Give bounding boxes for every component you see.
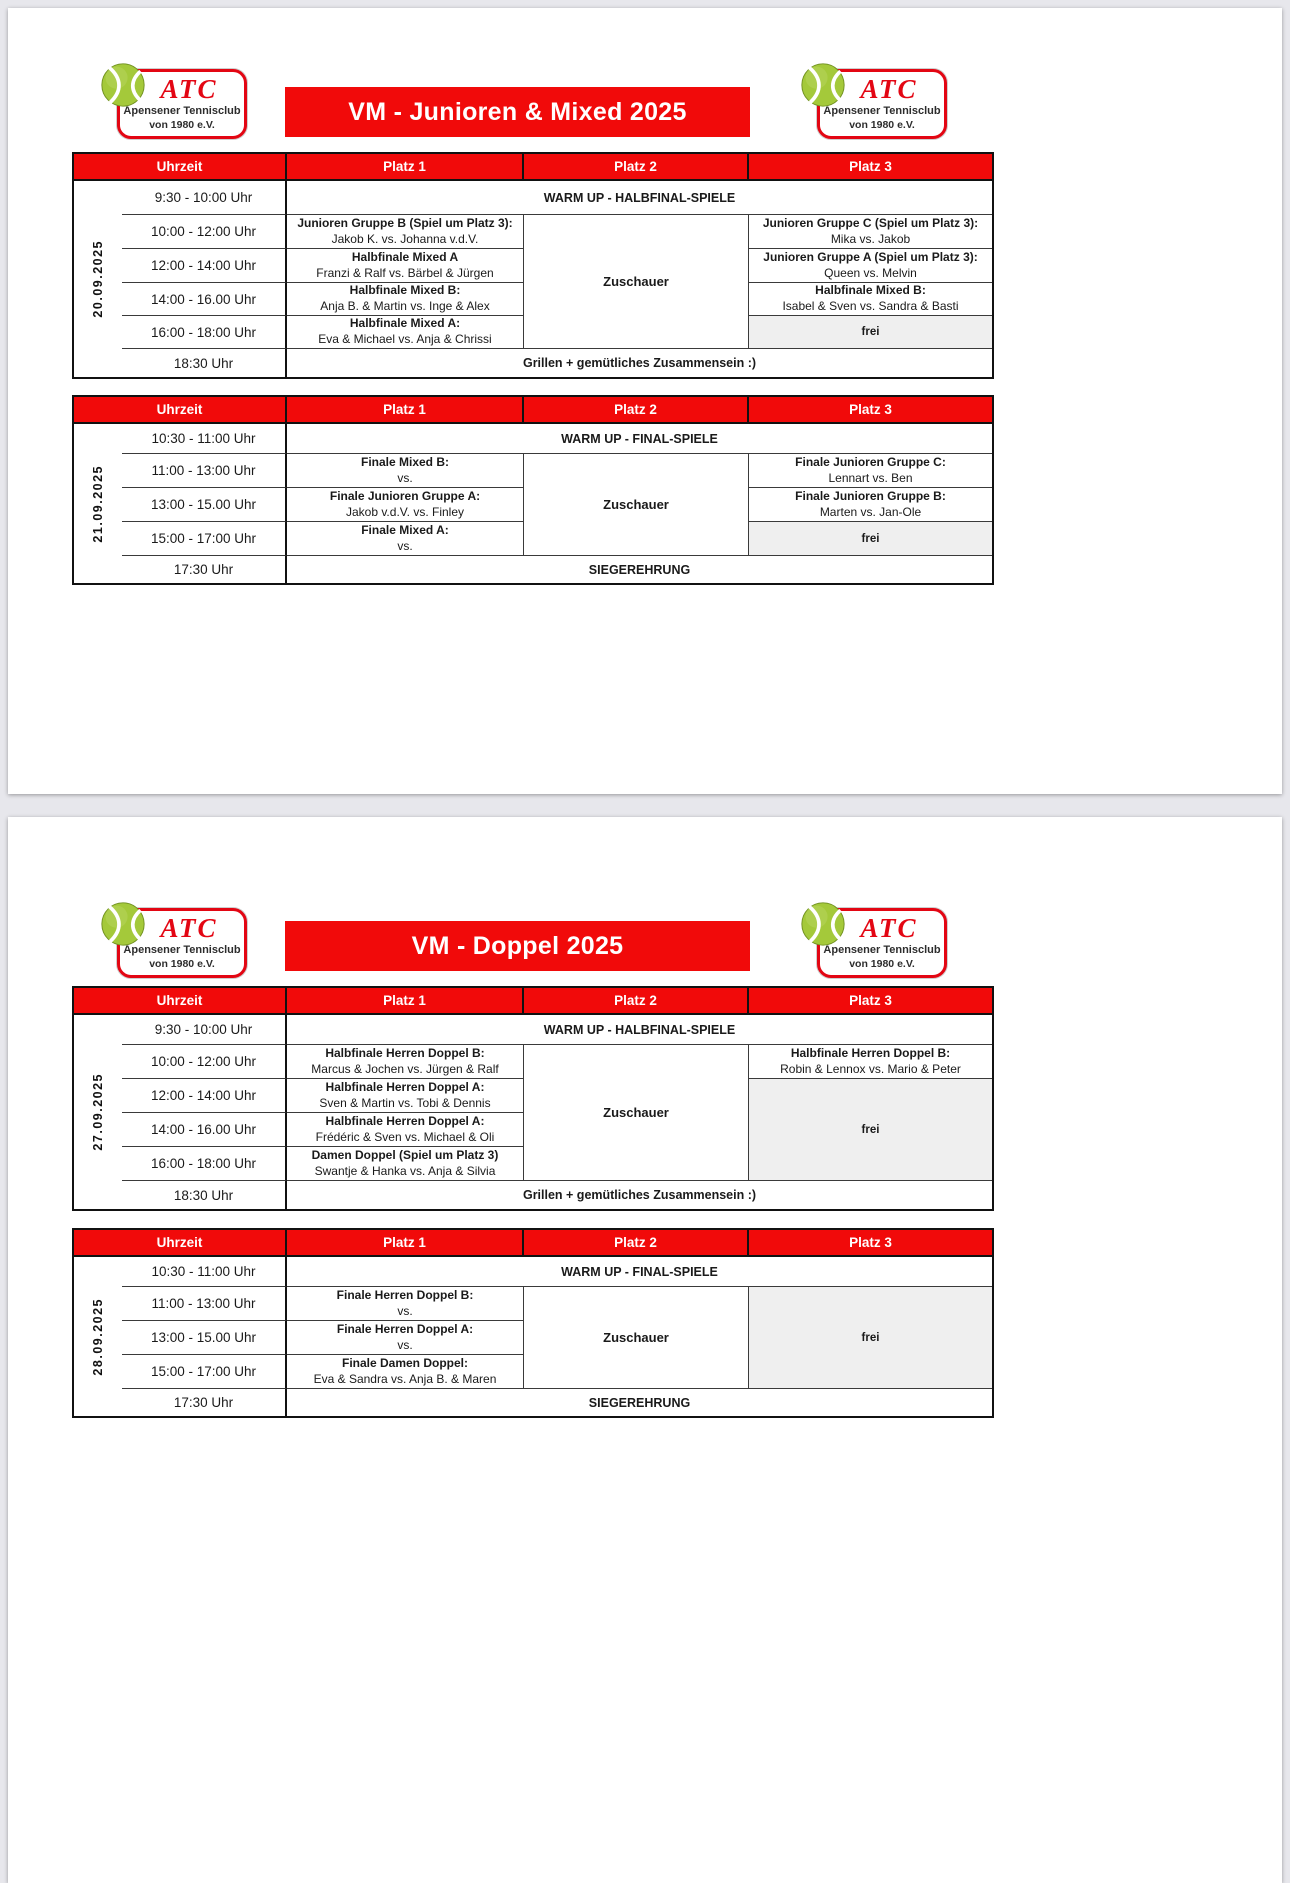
- col-header-uhrzeit: Uhrzeit: [74, 154, 287, 181]
- match-cell: [287, 1321, 524, 1355]
- match-cell: [287, 1287, 524, 1321]
- closing-cell: SIEGEREHRUNG: [588, 562, 691, 577]
- page-title-banner: [285, 921, 750, 971]
- match-title: Junioren Gruppe A (Spiel um Platz 3):: [763, 249, 978, 264]
- date-cell: [74, 1015, 122, 1209]
- frei-cell: frei: [749, 1287, 992, 1389]
- match-teams: Sven & Martin vs. Tobi & Dennis: [319, 1095, 491, 1110]
- time-cell: 16:00 - 18:00 Uhr: [122, 316, 287, 349]
- match-cell: [287, 1079, 524, 1113]
- match-title: Finale Herren Doppel B:: [336, 1287, 474, 1302]
- page-title: VM - Doppel 2025: [411, 931, 624, 960]
- time-cell: 11:00 - 13:00 Uhr: [122, 1287, 287, 1321]
- match-title: Halbfinale Mixed A:: [349, 316, 461, 331]
- match-title: Halbfinale Herren Doppel A:: [325, 1079, 485, 1094]
- time-cell: 9:30 - 10:00 Uhr: [122, 181, 287, 215]
- frei-cell: frei: [749, 316, 992, 349]
- date-cell: [74, 1257, 122, 1416]
- col-header-uhrzeit: Uhrzeit: [74, 1230, 287, 1257]
- match-title: Finale Junioren Gruppe C:: [795, 454, 946, 469]
- match-title: Finale Junioren Gruppe B:: [795, 488, 946, 503]
- col-header-uhrzeit: Uhrzeit: [74, 988, 287, 1015]
- tennis-ball-icon: [800, 901, 846, 947]
- match-title: Junioren Gruppe C (Spiel um Platz 3):: [762, 215, 979, 230]
- zuschauer-cell: Zuschauer: [524, 215, 749, 349]
- match-title: Finale Mixed A:: [361, 522, 449, 537]
- zuschauer-cell: Zuschauer: [524, 454, 749, 556]
- match-cell: [287, 249, 524, 283]
- page-2: [8, 817, 1282, 1883]
- logo-founding: von 1980 e.V.: [149, 957, 215, 970]
- col-header-platz1: Platz 1: [287, 154, 524, 181]
- time-cell: 14:00 - 16.00 Uhr: [122, 283, 287, 316]
- date-cell: [74, 424, 122, 583]
- frei-cell: frei: [749, 1079, 992, 1181]
- match-teams: vs.: [397, 538, 413, 553]
- match-title: Finale Junioren Gruppe A:: [329, 488, 481, 503]
- time-cell: 18:30 Uhr: [122, 349, 287, 377]
- match-cell: [287, 283, 524, 316]
- time-cell: 15:00 - 17:00 Uhr: [122, 522, 287, 556]
- closing-cell: SIEGEREHRUNG: [588, 1395, 691, 1410]
- match-cell: [287, 1045, 524, 1079]
- time-cell: 18:30 Uhr: [122, 1181, 287, 1209]
- match-teams: Franzi & Ralf vs. Bärbel & Jürgen: [316, 265, 494, 280]
- frei-cell: frei: [749, 522, 992, 556]
- match-title: Finale Herren Doppel A:: [336, 1321, 474, 1336]
- match-title: Finale Mixed B:: [360, 454, 449, 469]
- col-header-platz1: Platz 1: [287, 1230, 524, 1257]
- match-cell: [287, 1355, 524, 1389]
- tennis-ball-icon: [800, 62, 846, 108]
- match-teams: Robin & Lennox vs. Mario & Peter: [780, 1061, 961, 1076]
- logo-abbr: ATC: [160, 913, 218, 944]
- match-teams: Marten vs. Jan-Ole: [819, 504, 922, 519]
- match-teams: Swantje & Hanka vs. Anja & Silvia: [314, 1163, 496, 1178]
- match-teams: Marcus & Jochen vs. Jürgen & Ralf: [311, 1061, 499, 1076]
- time-cell: 17:30 Uhr: [122, 1389, 287, 1416]
- match-title: Halbfinale Herren Doppel B:: [790, 1045, 951, 1060]
- warmup-cell: WARM UP - FINAL-SPIELE: [287, 1257, 992, 1287]
- col-header-platz2: Platz 2: [524, 1230, 749, 1257]
- match-title: Halbfinale Mixed B:: [815, 283, 926, 298]
- logo-club-name: Apensener Tennisclub: [823, 105, 941, 118]
- date-label: 27.09.2025: [91, 1073, 105, 1151]
- time-cell: 9:30 - 10:00 Uhr: [122, 1015, 287, 1045]
- warmup-cell: WARM UP - HALBFINAL-SPIELE: [287, 1015, 992, 1045]
- page-1: [8, 8, 1282, 794]
- match-teams: Isabel & Sven vs. Sandra & Basti: [782, 299, 959, 313]
- col-header-platz1: Platz 1: [287, 397, 524, 424]
- match-cell: [287, 1147, 524, 1181]
- match-teams: Eva & Sandra vs. Anja B. & Maren: [313, 1371, 497, 1386]
- col-header-platz3: Platz 3: [749, 154, 992, 181]
- zuschauer-cell: Zuschauer: [524, 1045, 749, 1181]
- col-header-platz3: Platz 3: [749, 988, 992, 1015]
- col-header-platz2: Platz 2: [524, 154, 749, 181]
- date-label: 28.09.2025: [91, 1297, 105, 1376]
- date-label: 21.09.2025: [91, 464, 105, 543]
- logo-abbr: ATC: [160, 74, 218, 105]
- time-cell: 17:30 Uhr: [122, 556, 287, 583]
- logo-abbr: ATC: [860, 74, 918, 105]
- atc-logo-right: [800, 62, 948, 140]
- logo-club-name: Apensener Tennisclub: [823, 944, 941, 957]
- match-cell: [749, 454, 992, 488]
- time-cell: 10:30 - 11:00 Uhr: [122, 424, 287, 454]
- match-cell: [287, 215, 524, 249]
- match-teams: vs.: [397, 470, 413, 485]
- match-cell: [749, 215, 992, 249]
- match-title: Damen Doppel (Spiel um Platz 3): [311, 1147, 499, 1162]
- warmup-cell: WARM UP - FINAL-SPIELE: [287, 424, 992, 454]
- match-cell: [287, 1113, 524, 1147]
- match-title: Halbfinale Herren Doppel B:: [325, 1045, 485, 1060]
- col-header-platz1: Platz 1: [287, 988, 524, 1015]
- match-title: Halbfinale Mixed A: [351, 249, 459, 264]
- schedule-table-sat-doppel-halbfinale: [72, 986, 994, 1211]
- time-cell: 16:00 - 18:00 Uhr: [122, 1147, 287, 1181]
- match-cell: [749, 488, 992, 522]
- match-cell: [287, 316, 524, 349]
- time-cell: 12:00 - 14:00 Uhr: [122, 1079, 287, 1113]
- match-teams: Jakob v.d.V. vs. Finley: [345, 504, 465, 519]
- match-teams: Lennart vs. Ben: [828, 470, 913, 485]
- logo-abbr: ATC: [860, 913, 918, 944]
- page-title-banner: [285, 87, 750, 137]
- match-teams: vs.: [397, 1337, 413, 1352]
- match-teams: Anja B. & Martin vs. Inge & Alex: [320, 299, 490, 313]
- match-teams: Eva & Michael vs. Anja & Chrissi: [318, 332, 492, 346]
- col-header-platz3: Platz 3: [749, 397, 992, 424]
- logo-founding: von 1980 e.V.: [849, 118, 915, 131]
- match-title: Junioren Gruppe B (Spiel um Platz 3):: [297, 215, 513, 230]
- match-teams: Queen vs. Melvin: [824, 265, 917, 280]
- match-teams: Jakob K. vs. Johanna v.d.V.: [331, 231, 479, 246]
- match-cell: [749, 249, 992, 283]
- time-cell: 10:00 - 12:00 Uhr: [122, 1045, 287, 1079]
- match-teams: Mika vs. Jakob: [830, 231, 911, 246]
- closing-cell: Grillen + gemütliches Zusammensein :): [522, 1188, 757, 1202]
- match-title: Finale Damen Doppel:: [341, 1355, 469, 1370]
- match-teams: vs.: [397, 1303, 413, 1318]
- page-title: VM - Junioren & Mixed 2025: [348, 97, 687, 126]
- match-title: Halbfinale Mixed B:: [349, 283, 461, 298]
- match-cell: [749, 283, 992, 316]
- zuschauer-cell: Zuschauer: [524, 1287, 749, 1389]
- logo-founding: von 1980 e.V.: [849, 957, 915, 970]
- atc-logo-left: [100, 62, 248, 140]
- tennis-ball-icon: [100, 62, 146, 108]
- logo-founding: von 1980 e.V.: [149, 118, 215, 131]
- match-cell: [287, 488, 524, 522]
- schedule-table-sat-halbfinale: [72, 152, 994, 379]
- logo-club-name: Apensener Tennisclub: [123, 944, 241, 957]
- match-cell: [749, 1045, 992, 1079]
- date-label: 20.09.2025: [91, 240, 105, 318]
- date-cell: [74, 181, 122, 377]
- tennis-ball-icon: [100, 901, 146, 947]
- time-cell: 10:30 - 11:00 Uhr: [122, 1257, 287, 1287]
- col-header-platz2: Platz 2: [524, 988, 749, 1015]
- closing-cell: Grillen + gemütliches Zusammensein :): [522, 356, 757, 370]
- time-cell: 11:00 - 13:00 Uhr: [122, 454, 287, 488]
- time-cell: 10:00 - 12:00 Uhr: [122, 215, 287, 249]
- time-cell: 12:00 - 14:00 Uhr: [122, 249, 287, 283]
- time-cell: 13:00 - 15.00 Uhr: [122, 488, 287, 522]
- schedule-table-sun-doppel-finale: [72, 1228, 994, 1418]
- match-cell: [287, 454, 524, 488]
- time-cell: 13:00 - 15.00 Uhr: [122, 1321, 287, 1355]
- atc-logo-right: [800, 901, 948, 979]
- col-header-platz2: Platz 2: [524, 397, 749, 424]
- match-title: Halbfinale Herren Doppel A:: [325, 1113, 485, 1128]
- schedule-table-sun-finale: [72, 395, 994, 585]
- match-cell: [287, 522, 524, 556]
- logo-club-name: Apensener Tennisclub: [123, 105, 241, 118]
- time-cell: 14:00 - 16.00 Uhr: [122, 1113, 287, 1147]
- atc-logo-left: [100, 901, 248, 979]
- col-header-platz3: Platz 3: [749, 1230, 992, 1257]
- col-header-uhrzeit: Uhrzeit: [74, 397, 287, 424]
- time-cell: 15:00 - 17:00 Uhr: [122, 1355, 287, 1389]
- match-teams: Frédéric & Sven vs. Michael & Oli: [315, 1129, 495, 1144]
- warmup-cell: WARM UP - HALBFINAL-SPIELE: [287, 181, 992, 215]
